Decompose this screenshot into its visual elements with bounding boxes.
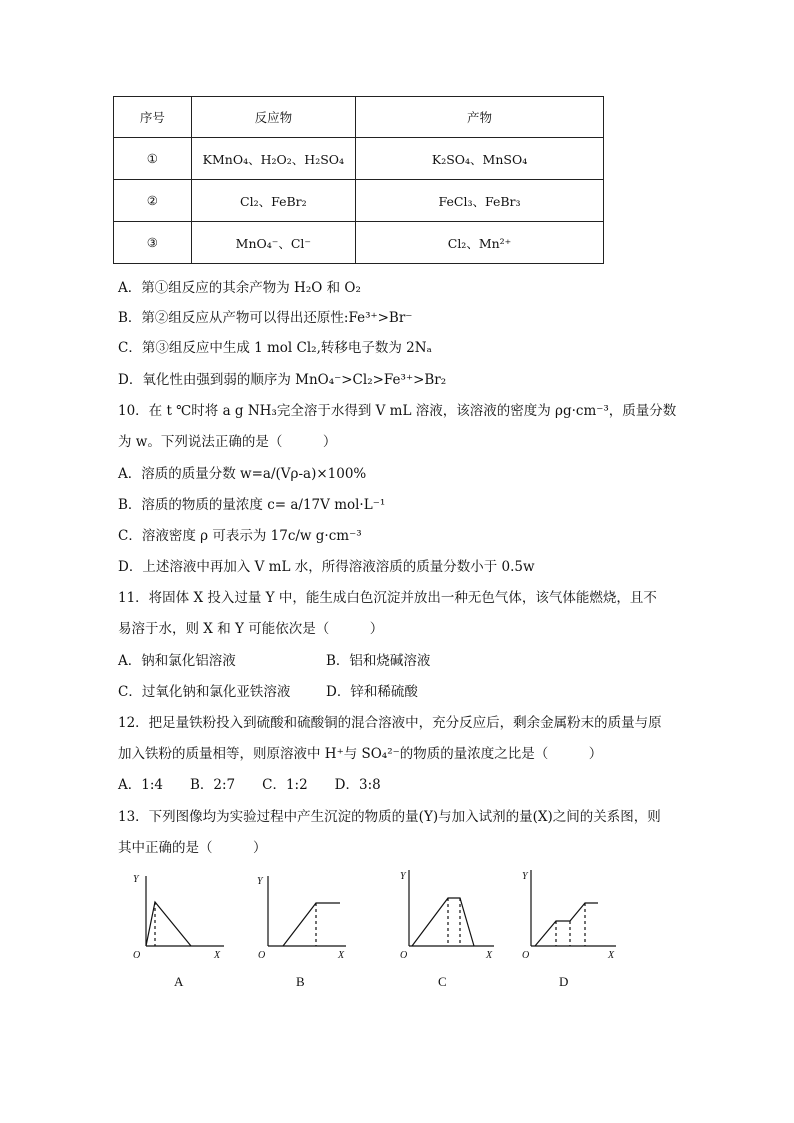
curve-b [283,903,340,946]
graph-c [409,870,494,946]
q10-option-c: C．溶液密度 ρ 可表示为 17c/w g·cm⁻³ [118,528,362,544]
row-reactants: MnO₄⁻、Cl⁻ [191,222,355,264]
x-axis-label-a: X [214,950,221,961]
q13-stem-line2: 其中正确的是（ ） [118,840,267,856]
header-products: 产物 [356,97,604,138]
reaction-table [113,96,604,264]
q9-option-b: B．第②组反应从产物可以得出还原性:Fe³⁺>Br⁻ [118,310,413,326]
x-axis-label-b: X [338,950,345,961]
q10-option-a: A．溶质的质量分数 w=a/(Vρ-a)×100% [118,466,367,482]
q12-stem-line2: 加入铁粉的质量相等，则原溶液中 H⁺与 SO₄²⁻的物质的量浓度之比是（ ） [118,746,603,762]
origin-label-d: O [522,950,530,961]
graphs-figure [0,860,794,1000]
q9-option-a: A．第①组反应的其余产物为 H₂O 和 O₂ [118,280,361,296]
row-products: FeCl₃、FeBr₃ [356,180,604,222]
graph-label-c: C [438,974,447,989]
graph-d [531,870,616,946]
q12-stem-line1: 12．把足量铁粉投入到硫酸和硫酸铜的混合溶液中，充分反应后，剩余金属粉末的质量与原 [118,715,662,731]
q10-stem-line2: 为 w。下列说法正确的是（ ） [118,434,337,450]
q10-option-d: D．上述溶液中再加入 V mL 水，所得溶液溶质的质量分数小于 0.5w [118,559,535,575]
q13-stem-line1: 13．下列图像均为实验过程中产生沉淀的物质的量(Y)与加入试剂的量(X)之间的关系图，则 [118,809,661,825]
origin-label-c: O [400,950,408,961]
q10-stem-line1: 10．在 t ℃时将 a g NH₃完全溶于水得到 V mL 溶液，该溶液的密度为 ρg·cm⁻³，质量分数 [118,403,677,419]
row-no: ② [114,180,192,222]
graph-label-d: D [559,974,569,989]
q12-options: A．1:4 B．2:7 C．1:2 D．3:8 [118,777,381,793]
q9-option-c: C．第③组反应中生成 1 mol Cl₂,转移电子数为 2Nₐ [118,340,432,356]
q11-option-d: D．锌和稀硫酸 [326,684,418,700]
q10-option-b: B．溶质的物质的量浓度 c= a/17V mol·L⁻¹ [118,497,386,513]
y-axis-label-c: Y [400,871,406,882]
origin-label-b: O [258,950,266,961]
q9-option-d: D．氧化性由强到弱的顺序为 MnO₄⁻>Cl₂>Fe³⁺>Br₂ [118,372,447,388]
row-products: K₂SO₄、MnSO₄ [356,138,604,180]
graph-a [146,876,224,946]
y-axis-label-b: Y [257,876,263,887]
x-axis-label-d: X [608,950,615,961]
row-no: ① [114,138,192,180]
row-reactants: Cl₂、FeBr₂ [191,180,355,222]
q11-option-b: B．铝和烧碱溶液 [326,653,431,669]
q11-stem-line1: 11．将固体 X 投入过量 Y 中，能生成白色沉淀并放出一种无色气体，该气体能燃烧，且不 [118,590,657,606]
q11-stem-line2: 易溶于水，则 X 和 Y 可能依次是（ ） [118,621,384,637]
q11-option-a: A．钠和氯化铝溶液 [118,653,236,669]
graph-label-a: A [174,974,184,989]
curve-a [146,902,191,946]
row-products: Cl₂、Mn²⁺ [356,222,604,264]
row-no: ③ [114,222,192,264]
y-axis-label-d: Y [522,871,528,882]
y-axis-label-a: Y [133,874,139,885]
graph-b [268,876,346,946]
origin-label-a: O [133,950,141,961]
curve-c [412,898,474,946]
q11-option-c: C．过氧化钠和氯化亚铁溶液 [118,684,291,700]
graph-label-b: B [296,974,305,989]
curve-d [535,903,598,946]
header-reactants: 反应物 [191,97,355,138]
header-no: 序号 [114,97,192,138]
x-axis-label-c: X [486,950,493,961]
row-reactants: KMnO₄、H₂O₂、H₂SO₄ [191,138,355,180]
